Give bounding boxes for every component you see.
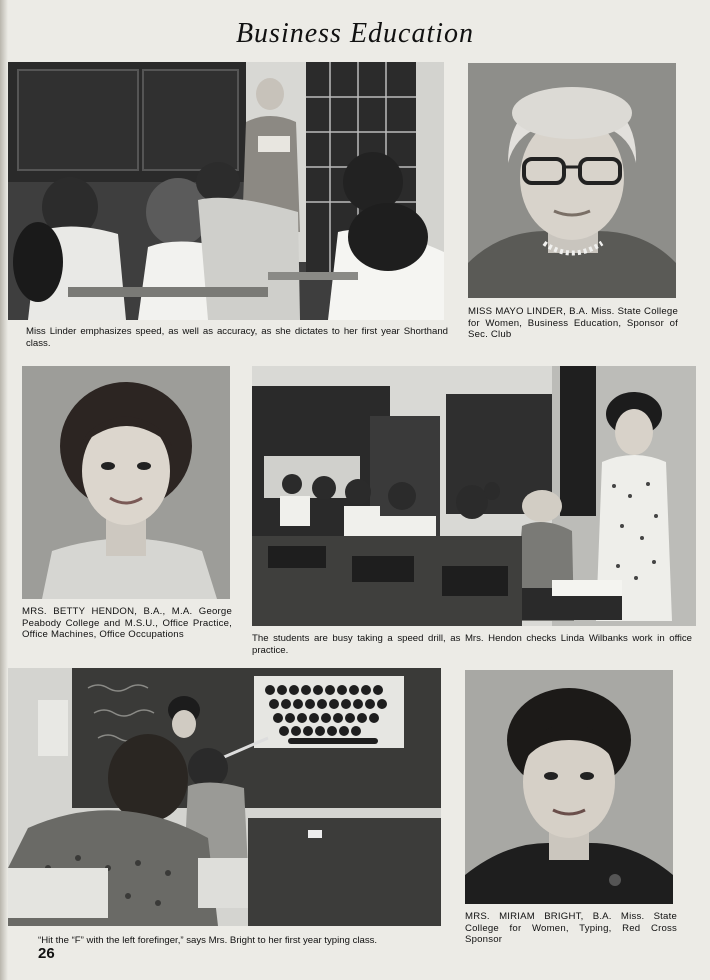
shorthand-class-photo bbox=[8, 62, 444, 320]
speed-drill-caption: The students are busy taking a speed drill, as Mrs. Hendon checks Linda Wilbanks work in office practice. bbox=[252, 633, 692, 656]
betty-hendon-portrait bbox=[22, 366, 230, 599]
speed-drill-photo bbox=[252, 366, 696, 626]
mayo-linder-portrait bbox=[468, 63, 676, 298]
shorthand-class-caption: Miss Linder emphasizes speed, as well as accuracy, as she dictates to her first year Shorthand class. bbox=[26, 326, 448, 349]
typing-class-caption: “Hit the “F” with the left forefinger,” says Mrs. Bright to her first year typing class. bbox=[38, 935, 378, 946]
mayo-linder-caption: MISS MAYO LINDER, B.A. Miss. State College for Women, Business Education, Sponsor of Sec. Club bbox=[468, 306, 678, 340]
page-binding-edge bbox=[0, 0, 8, 980]
page-title: Business Education bbox=[235, 18, 475, 49]
miriam-bright-portrait bbox=[465, 670, 673, 904]
betty-hendon-caption: MRS. BETTY HENDON, B.A., M.A. George Peabody College and M.S.U., Office Practice, Office Machines, Office Occupations bbox=[22, 606, 232, 640]
miriam-bright-caption: MRS. MIRIAM BRIGHT, B.A. Miss. State College for Women, Typing, Red Cross Sponsor bbox=[465, 911, 677, 945]
page-number: 26 bbox=[38, 945, 55, 962]
typing-class-photo bbox=[8, 668, 441, 926]
